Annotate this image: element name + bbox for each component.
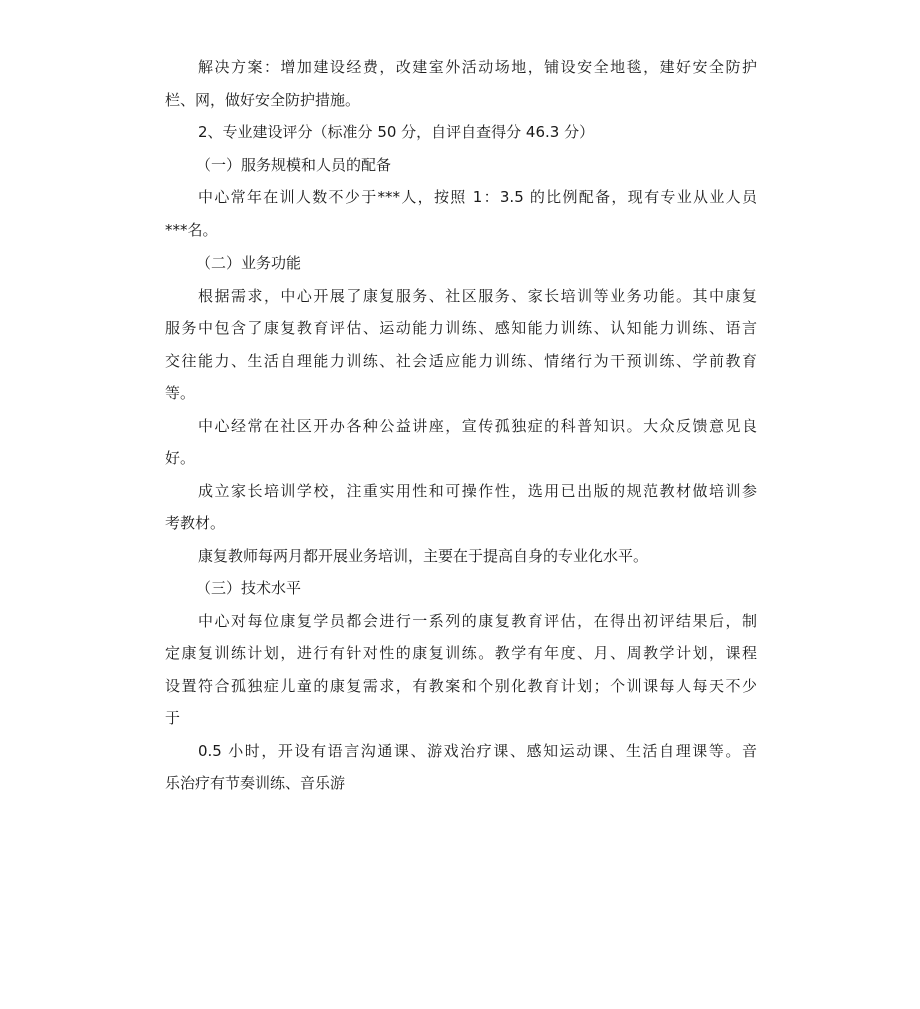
paragraph-line: 于 [165,709,181,727]
subsection-heading: （三）技术水平 [196,579,302,597]
subsection-heading: （二）业务功能 [196,254,302,272]
paragraph-line: 定康复训练计划，进行有针对性的康复训练。教学有年度、月、周教学计划，课程 [165,644,757,662]
paragraph-line: 乐治疗有节奏训练、音乐游 [165,774,346,792]
paragraph-line: 好。 [165,449,196,467]
paragraph-line: 等。 [165,384,196,402]
paragraph-line: 栏、网，做好安全防护措施。 [165,91,361,109]
paragraph-line: 解决方案：增加建设经费，改建室外活动场地，铺设安全地毯，建好安全防护 [198,58,757,76]
paragraph-line: 服务中包含了康复教育评估、运动能力训练、感知能力训练、认知能力训练、语言 [165,319,757,337]
paragraph-line: 根据需求，中心开展了康复服务、社区服务、家长培训等业务功能。其中康复 [198,287,757,305]
subsection-heading: （一）服务规模和人员的配备 [196,156,392,174]
paragraph-line: 中心经常在社区开办各种公益讲座，宣传孤独症的科普知识。大众反馈意见良 [198,417,757,435]
section-heading: 2、专业建设评分（标准分 50 分，自评自查得分 46.3 分） [198,123,595,141]
paragraph-line: 考教材。 [165,514,226,532]
paragraph-line: 成立家长培训学校，注重实用性和可操作性，选用已出版的规范教材做培训参 [198,482,757,500]
paragraph-line: 交往能力、生活自理能力训练、社会适应能力训练、情绪行为干预训练、学前教育 [165,352,757,370]
paragraph-line: 0.5 小时，开设有语言沟通课、游戏治疗课、感知运动课、生活自理课等。音 [198,742,757,760]
paragraph-line: 康复教师每两月都开展业务培训，主要在于提高自身的专业化水平。 [198,547,649,565]
paragraph-line: ***名。 [165,221,218,239]
paragraph-line: 中心常年在训人数不少于***人，按照 1：3.5 的比例配备，现有专业从业人员 [198,188,757,206]
paragraph-line: 设置符合孤独症儿童的康复需求，有教案和个别化教育计划；个训课每人每天不少 [165,677,757,695]
paragraph-line: 中心对每位康复学员都会进行一系列的康复教育评估，在得出初评结果后，制 [198,612,757,630]
